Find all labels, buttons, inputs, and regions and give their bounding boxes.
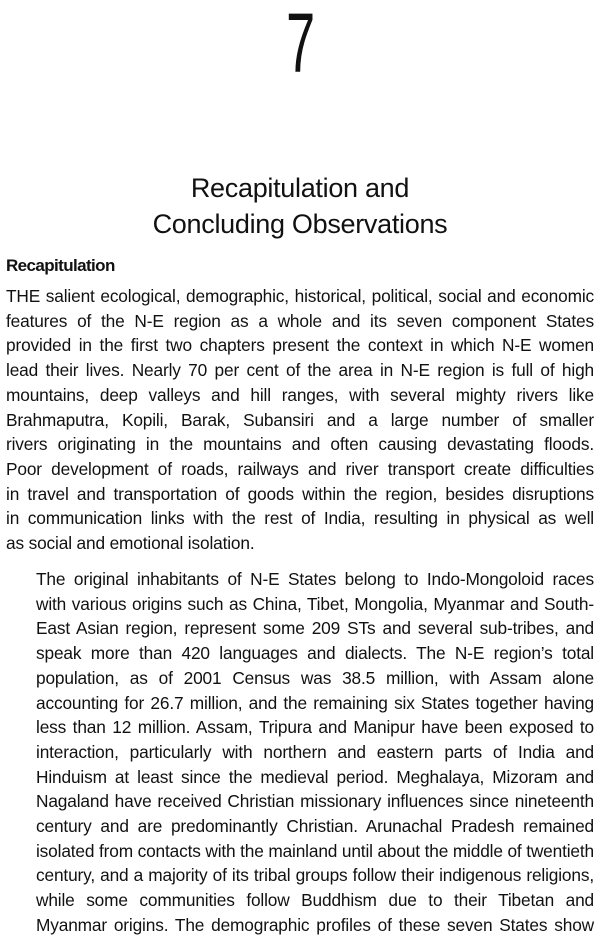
paragraph-line: interaction, particularly with northern and eastern parts of India and — [36, 741, 594, 762]
paragraph-line: Poor development of roads, railways and river transport create difficulties — [6, 458, 594, 479]
paragraph-line: century, and a majority of its tribal groups follow their indigenous religions, — [36, 865, 594, 886]
paragraph-line: provided in the first two chapters present the context in which N-E women — [6, 335, 594, 356]
paragraph-line: with various origins such as China, Tibet, Mongolia, Myanmar and South- — [36, 593, 594, 614]
paragraph-line: Myanmar origins. The demographic profiles of these seven States show — [36, 914, 594, 935]
paragraph-line: in travel and transportation of goods within the region, besides disruptions — [6, 483, 594, 504]
chapter-title — [0, 170, 600, 242]
section-heading: Recapitulation — [6, 256, 115, 275]
paragraph-line: rivers originating in the mountains and often causing devastating floods. — [6, 434, 594, 455]
paragraph-1 — [6, 284, 594, 556]
paragraph-line: The original inhabitants of N-E States belong to Indo-Mongoloid races — [36, 569, 594, 589]
paragraph-line: speak more than 420 languages and dialects. The N-E region’s total — [36, 643, 594, 664]
chapter-title-line-2: Concluding Observations — [152, 209, 448, 239]
paragraph-line: Brahmaputra, Kopili, Barak, Subansiri and a large number of smaller — [6, 409, 594, 430]
chapter-number: 7 — [286, 0, 314, 90]
paragraph-line: while some communities follow Buddhism due to their Tibetan and — [36, 890, 594, 911]
paragraph-line: lead their lives. Nearly 70 per cent of the area in N-E region is full of high — [6, 360, 594, 381]
paragraph-2 — [6, 567, 594, 938]
paragraph-line: less than 12 million. Assam, Tripura and Manipur have been exposed to — [36, 717, 594, 738]
paragraph-line: East Asian region, represent some 209 STs and several sub-tribes, and — [36, 618, 594, 639]
paragraph-line: in communication links with the rest of India, resulting in physical as well — [6, 508, 594, 529]
paragraph-line: Nagaland have received Christian missionary influences since nineteenth — [36, 791, 594, 812]
paragraph-line: accounting for 26.7 million, and the remaining six States together having — [36, 692, 594, 713]
chapter-title-line-1: Recapitulation and — [190, 173, 410, 203]
paragraph-line: THE salient ecological, demographic, historical, political, social and economic — [6, 286, 594, 306]
paragraph-line: isolated from contacts with the mainland until about the middle of twentieth — [36, 840, 594, 861]
paragraph-line: century and are predominantly Christian. Arunachal Pradesh remained — [36, 816, 594, 837]
paragraph-line: mountains, deep valleys and hill ranges, with several mighty rivers like — [6, 384, 594, 405]
paragraph-line: Hinduism at least since the medieval period. Meghalaya, Mizoram and — [36, 766, 594, 787]
paragraph-line: features of the N-E region as a whole and its seven component States — [6, 310, 594, 331]
paragraph-line: as social and emotional isolation. — [6, 533, 255, 554]
paragraph-line: population, as of 2001 Census was 38.5 million, with Assam alone — [36, 667, 594, 688]
